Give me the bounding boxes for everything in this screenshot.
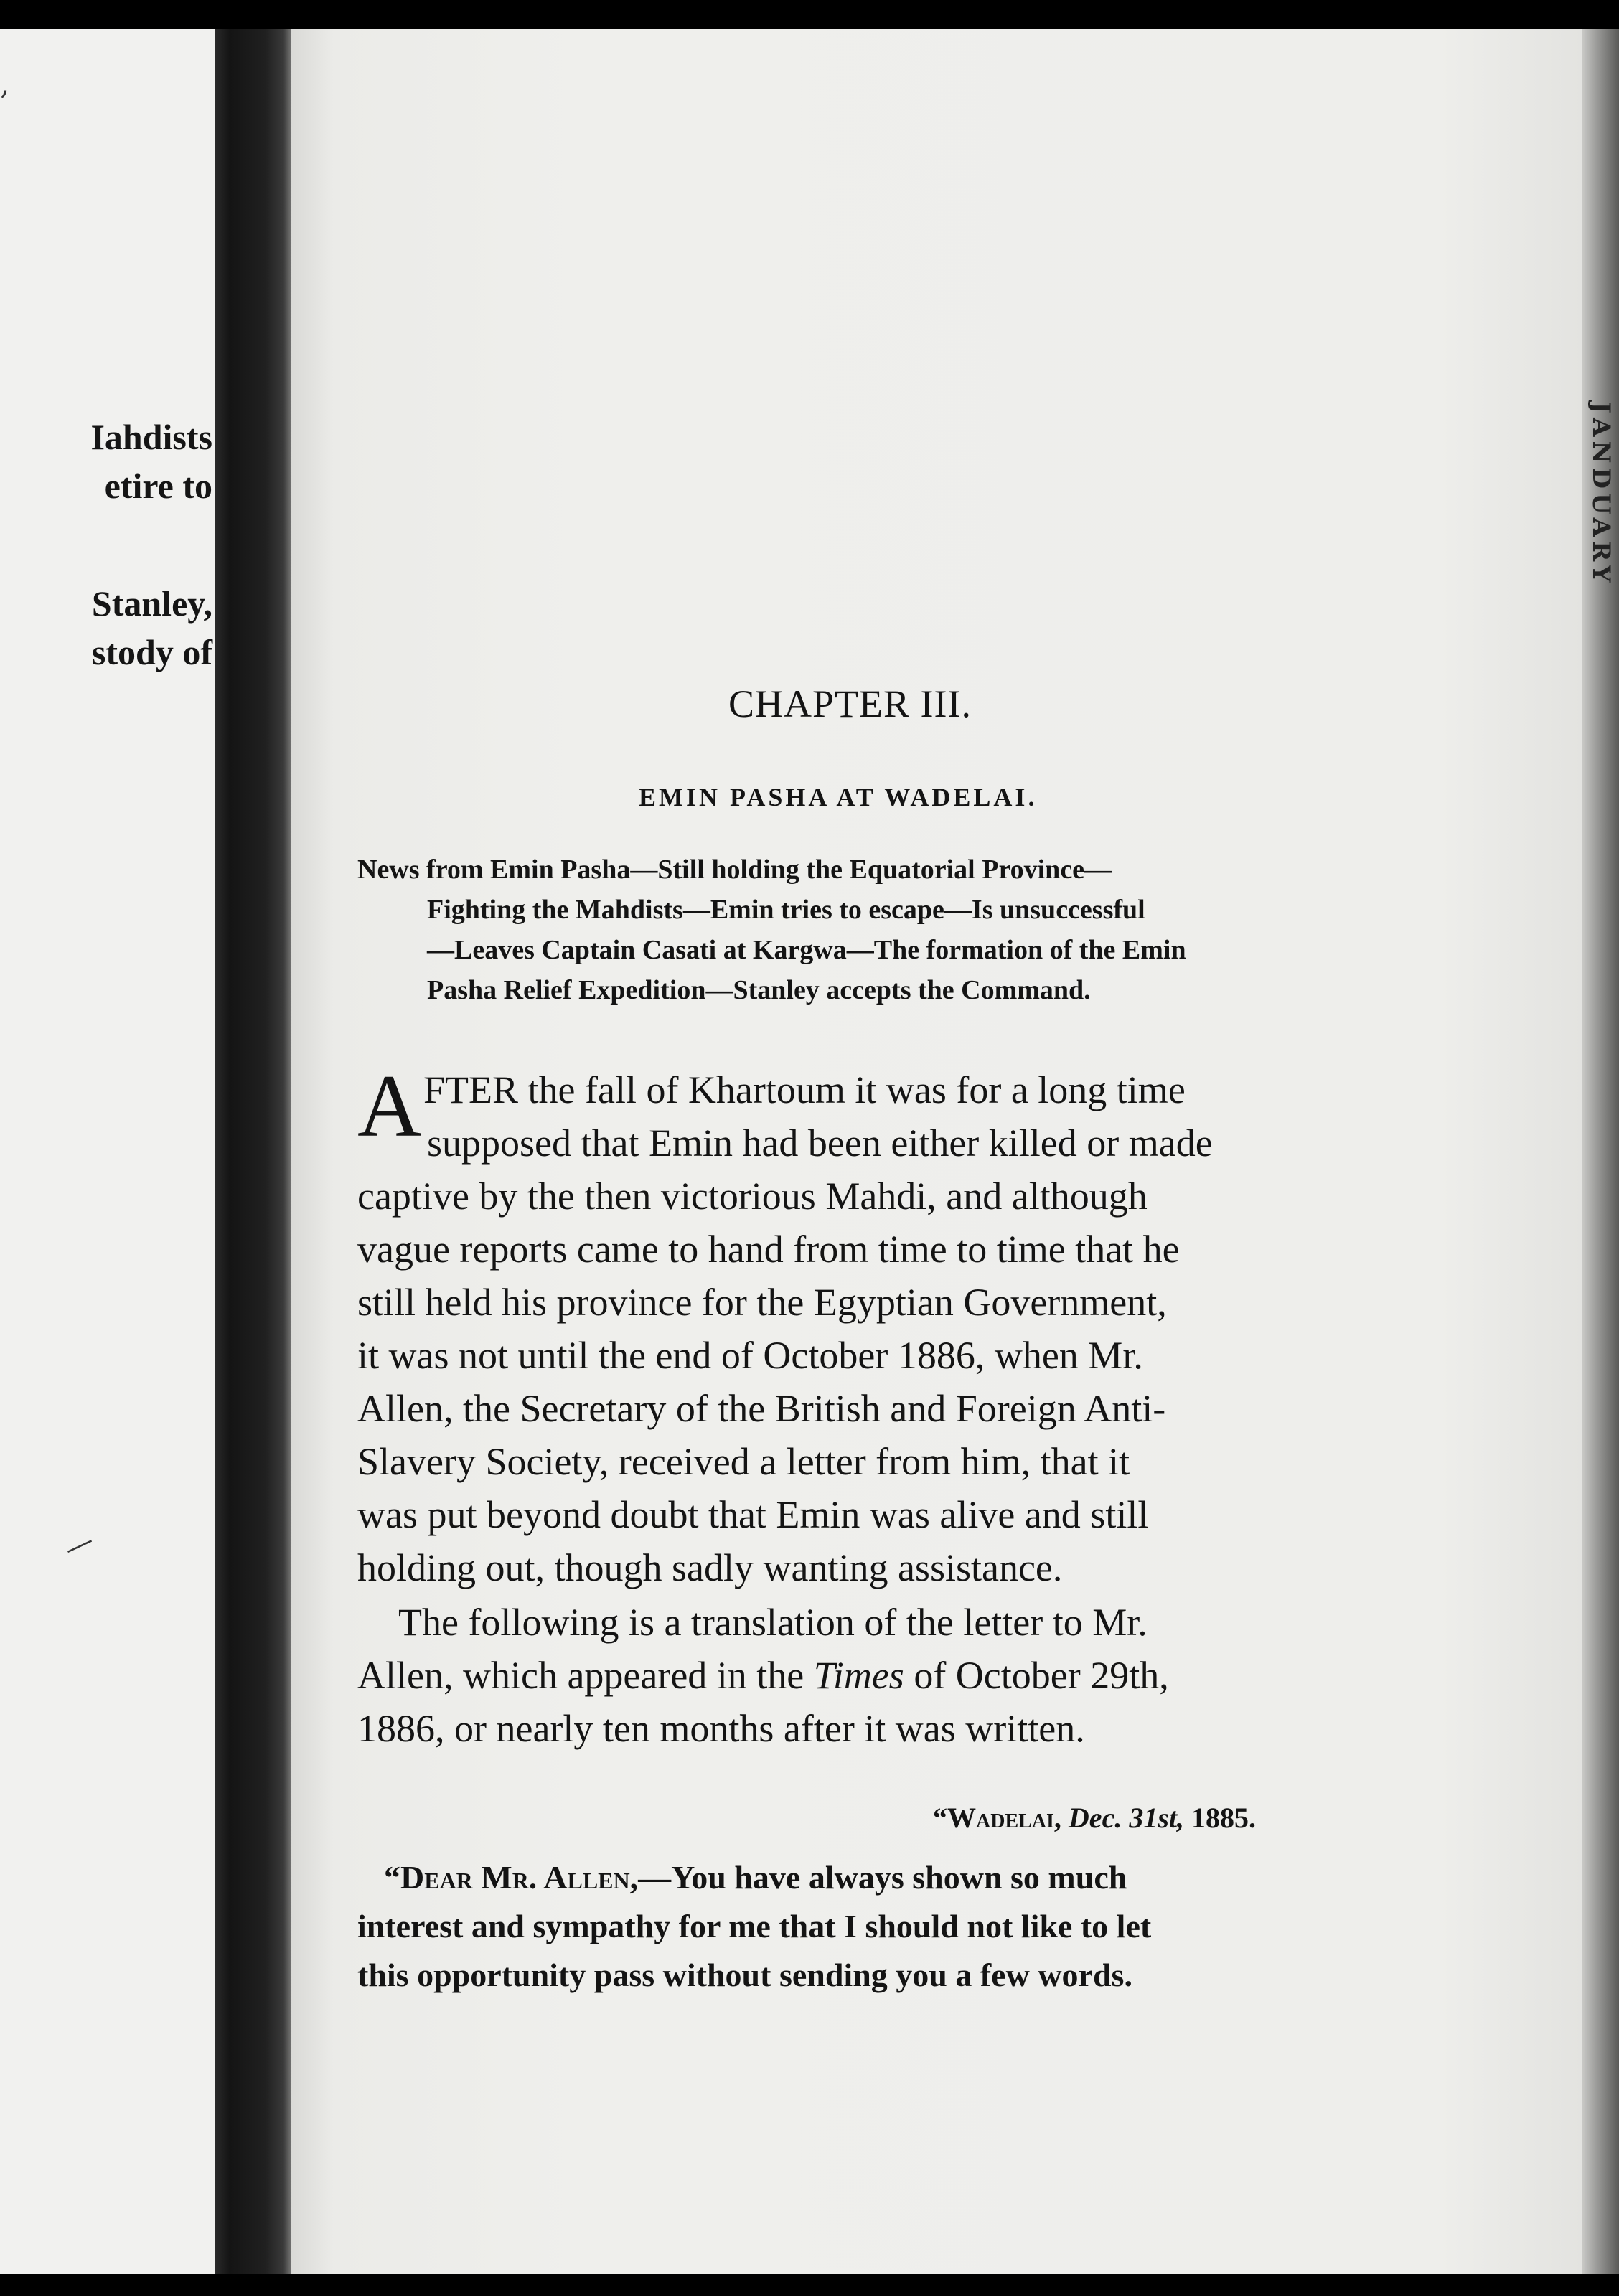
letter-dateline (933, 1801, 1256, 1835)
left-page-fragment-1: Iahdists (90, 417, 212, 457)
body-line: still held his province for the Egyptian Government, (357, 1281, 1167, 1324)
book-gutter (215, 29, 294, 2274)
dateline-year: 1885. (1191, 1802, 1256, 1834)
body-line: FTER the fall of Khartoum it was for a long time (423, 1068, 1186, 1111)
body-line: was put beyond doubt that Emin was alive and still (357, 1493, 1149, 1536)
body-text: Allen, which appeared in the (357, 1654, 804, 1697)
chapter-title: CHAPTER III. (728, 682, 972, 725)
letter-salutation: “Dear Mr. Allen, (384, 1859, 639, 1896)
chapter-summary-line: —Leaves Captain Casati at Kargwa—The formation of the Emin (427, 935, 1186, 965)
chapter-subtitle: EMIN PASHA AT WADELAI. (639, 783, 1038, 811)
letter-line (384, 1858, 1127, 1896)
chapter-summary-line: News from Emin Pasha—Still holding the Equatorial Province— (357, 855, 1112, 885)
letter-line: this opportunity pass without sending you a few words. (357, 1957, 1132, 1993)
dateline-date: Dec. 31st, (1068, 1802, 1184, 1834)
book-page (291, 29, 1582, 2274)
newspaper-title: Times (813, 1654, 904, 1697)
body-line: it was not until the end of October 1886, when Mr. (357, 1334, 1143, 1377)
chapter-summary-line: Pasha Relief Expedition—Stanley accepts the Command. (427, 975, 1091, 1005)
page-mark: ‚ (0, 68, 9, 101)
drop-cap: A (357, 1057, 422, 1155)
body-line: Allen, the Secretary of the British and Foreign Anti- (357, 1387, 1166, 1430)
body-line: supposed that Emin had been either killed or made (427, 1121, 1213, 1165)
left-page-fragment-3: Stanley, (91, 583, 212, 624)
scan-border-bottom (0, 2274, 1619, 2296)
body-line: The following is a translation of the letter to Mr. (398, 1601, 1148, 1644)
previous-page-strip (0, 29, 220, 2274)
left-page-fragment-4: stody of (91, 632, 212, 672)
body-line: vague reports came to hand from time to time that he (357, 1228, 1180, 1271)
pen-mark: — (59, 1523, 99, 1566)
letter-line: interest and sympathy for me that I should not like to let (357, 1908, 1152, 1944)
left-page-fragment-2: etire to (104, 466, 212, 506)
body-line (357, 1653, 1169, 1698)
body-line: 1886, or nearly ten months after it was written. (357, 1707, 1085, 1750)
body-line: holding out, though sadly wanting assistance. (357, 1546, 1063, 1589)
dateline-place: “Wadelai, (933, 1802, 1061, 1834)
page-edge-text: JANDUARY (1587, 402, 1615, 587)
body-line: Slavery Society, received a letter from him, that it (357, 1440, 1130, 1483)
page-edge (1582, 29, 1619, 2274)
body-text: of October 29th, (914, 1654, 1169, 1697)
body-line: captive by the then victorious Mahdi, and although (357, 1175, 1148, 1218)
scan-border-top (0, 0, 1619, 29)
letter-text: —You have always shown so much (638, 1859, 1127, 1896)
chapter-summary-line: Fighting the Mahdists—Emin tries to escape—Is unsuccessful (427, 895, 1145, 925)
